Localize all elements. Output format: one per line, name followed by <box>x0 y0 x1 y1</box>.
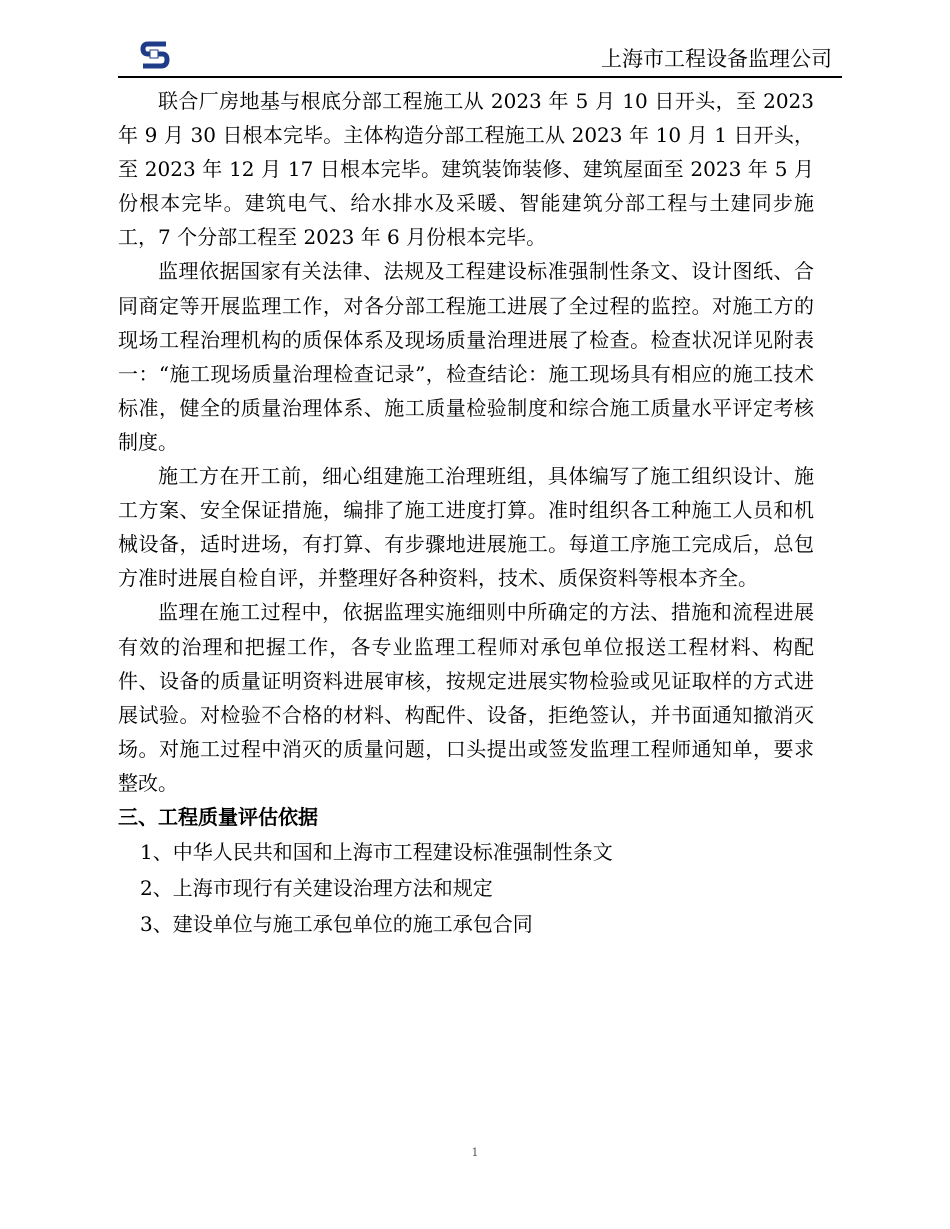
page-header <box>118 36 842 78</box>
list-item: 2、上海市现行有关建设治理方法和规定 <box>140 875 493 900</box>
paragraph: 监理在施工过程中，依据监理实施细则中所确定的方法、措施和流程进展有效的治理和把握工作，各专业监理工程师对承包单位报送工程材料、构配件、设备的质量证明资料进展审核，按规定进展实物检验或见证取样的方式进展试验。对检验不合格的材料、构配件、设备，拒绝签认，并书面通知撤消灭场。对施工过程中消灭的质量问题，口头提出或签发监理工程师通知单，要求整改。 <box>118 600 814 795</box>
document-body <box>118 84 814 942</box>
company-name: 上海市工程设备监理公司 <box>601 47 832 71</box>
page-number: 1 <box>471 1146 479 1159</box>
list-item: 3、建设单位与施工承包单位的施工承包合同 <box>140 911 533 936</box>
paragraph: 监理依据国家有关法律、法规及工程建设标准强制性条文、设计图纸、合同商定等开展监理工作，对各分部工程施工进展了全过程的监控。对施工方的现场工程治理机构的质保体系及现场质量治理进展了检查。检查状况详见附表一：“施工现场质量治理检查记录”，检查结论：施工现场具有相应的施工技术标准，健全的质量治理体系、施工质量检验制度和综合施工质量水平评定考核制度。 <box>118 259 814 454</box>
list-item: 1、中华人民共和国和上海市工程建设标准强制性条文 <box>140 839 613 864</box>
s-logo-icon <box>140 40 170 70</box>
section-title: 三、工程质量评估依据 <box>118 804 318 829</box>
paragraph: 联合厂房地基与根底分部工程施工从 2023 年 5 月 10 日开头，至 2023 年 9 月 30 日根本完毕。主体构造分部工程施工从 2023 年 10 月 1 日开头，至 2023 年 12 月 17 日根本完毕。建筑装饰装修、建筑屋面至 2023 年 5 月份根本完毕。建筑电气、给水排水及采暖、智能建筑分部工程与土建同步施工，7 个分部工程至 2023 年 6 月份根本完毕。 <box>118 89 814 250</box>
paragraph: 施工方在开工前，细心组建施工治理班组，具体编写了施工组织设计、施工方案、安全保证措施，编排了施工进度打算。准时组织各工种施工人员和机械设备，适时进场，有打算、有步骤地进展施工。每道工序施工完成后，总包方准时进展自检自评，并整理好各种资料，技术、质保资料等根本齐全。 <box>118 464 814 591</box>
